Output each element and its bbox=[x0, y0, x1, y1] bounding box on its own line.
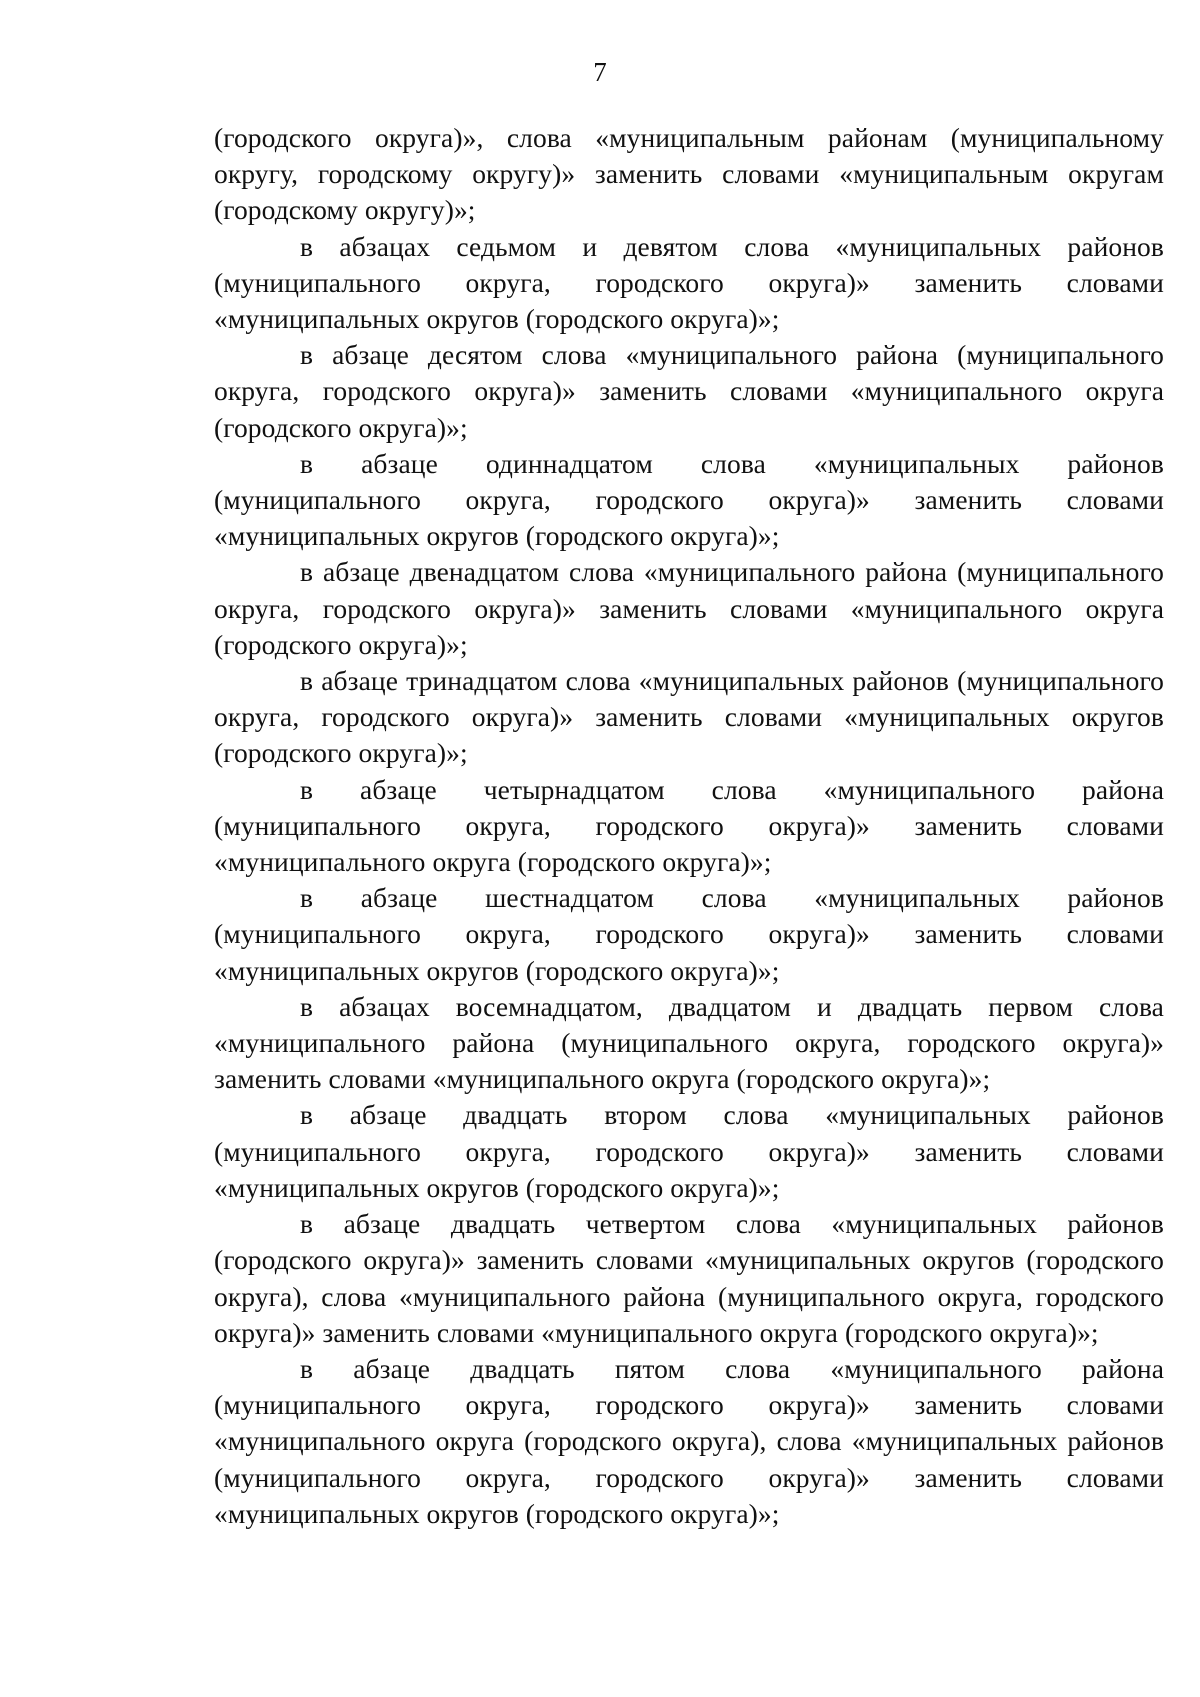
paragraph: в абзаце двадцать пятом слова «муниципального района (муниципального округа, городского округа)» заменить словами «муниципального округа (городского округа), слова «муниципальных районов (муниципального округа, городского округа)» заменить словами «муниципальных округов (городского округа)»; bbox=[214, 1352, 1164, 1529]
paragraph: в абзаце десятом слова «муниципального района (муниципального округа, городского округа)» заменить словами «муниципального округа (городского округа)»; bbox=[214, 339, 1164, 443]
page-number: 7 bbox=[593, 57, 607, 87]
paragraph: в абзаце шестнадцатом слова «муниципальных районов (муниципального округа, городского округа)» заменить словами «муниципальных округов (городского округа)»; bbox=[214, 882, 1164, 986]
paragraph: в абзаце одиннадцатом слова «муниципальных районов (муниципального округа, городского округа)» заменить словами «муниципальных округов (городского округа)»; bbox=[214, 447, 1164, 552]
document-body bbox=[214, 120, 1164, 1532]
paragraph: в абзацах восемнадцатом, двадцатом и двадцать первом слова «муниципального района (муниципального округа, городского округа)» заменить словами «муниципального округа (городского округа)»; bbox=[214, 990, 1164, 1095]
paragraph: (городского округа)», слова «муниципальным районам (муниципальному округу, городскому округу)» заменить словами «муниципальным округам (городскому округу)»; bbox=[214, 122, 1164, 226]
paragraph: в абзаце тринадцатом слова «муниципальных районов (муниципального округа, городского округа)» заменить словами «муниципальных округов (городского округа)»; bbox=[214, 665, 1164, 769]
paragraph: в абзаце четырнадцатом слова «муниципального района (муниципального округа, городского округа)» заменить словами «муниципального округа (городского округа)»; bbox=[214, 773, 1164, 878]
paragraph: в абзацах седьмом и девятом слова «муниципальных районов (муниципального округа, городского округа)» заменить словами «муниципальных округов (городского округа)»; bbox=[214, 230, 1164, 335]
paragraph: в абзаце двадцать четвертом слова «муниципальных районов (городского округа)» заменить словами «муниципальных округов (городского округа), слова «муниципального района (муниципального округа, городского округа)» заменить словами «муниципального округа (городского округа)»; bbox=[214, 1208, 1164, 1348]
paragraph: в абзаце двенадцатом слова «муниципального района (муниципального округа, городского округа)» заменить словами «муниципального округа (городского округа)»; bbox=[214, 556, 1164, 660]
paragraph: в абзаце двадцать втором слова «муниципальных районов (муниципального округа, городского округа)» заменить словами «муниципальных округов (городского округа)»; bbox=[214, 1099, 1164, 1203]
